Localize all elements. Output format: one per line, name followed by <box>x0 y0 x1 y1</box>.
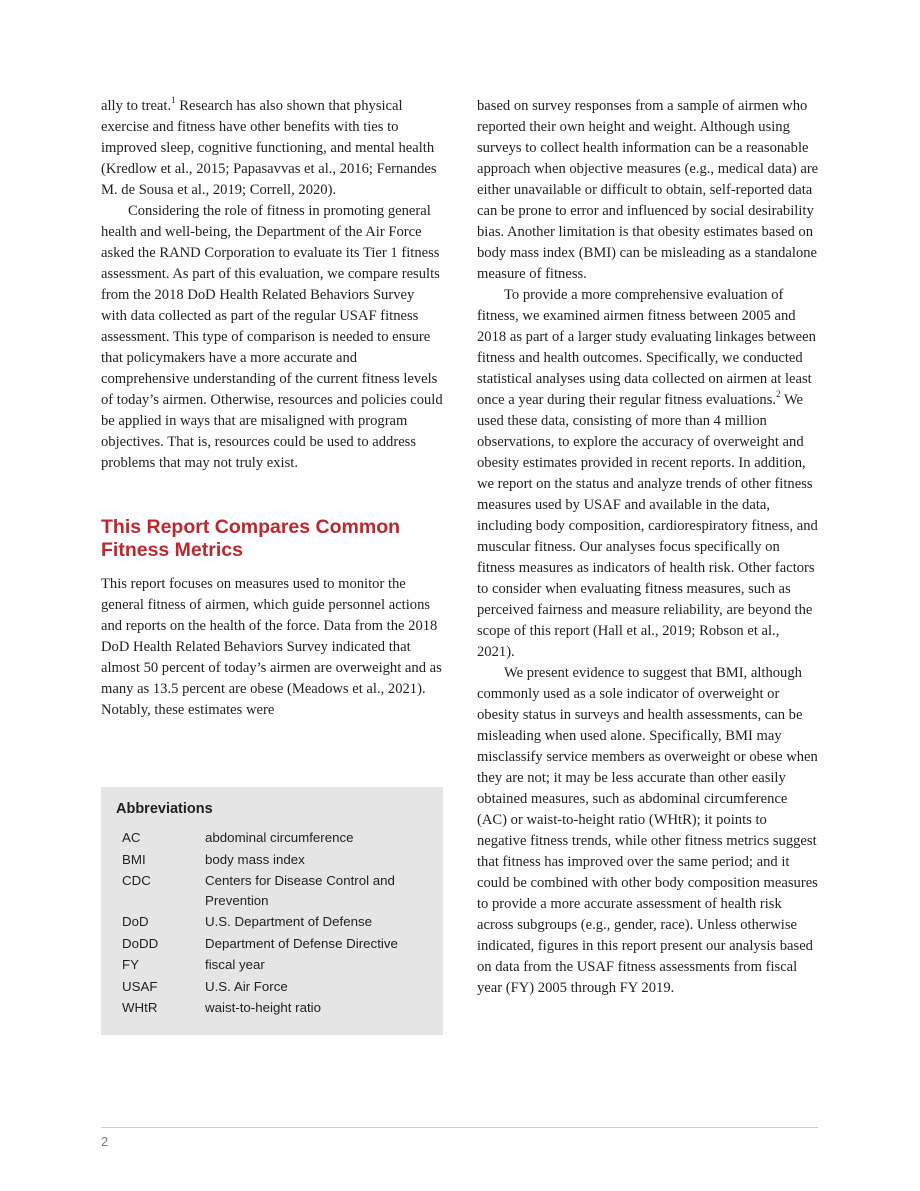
abbreviation-definition: abdominal circumference <box>205 830 354 845</box>
abbreviation-term: AC <box>122 830 141 845</box>
abbreviation-definition: U.S. Department of Defense <box>205 914 373 929</box>
body-paragraph: based on survey responses from a sample of airmen who reported their own height and weight. Although using surveys to collect health information can be a reasonable approach when objective measures (e.g., medical data) are either unavailable or difficult to obtain, self-reported data can be prone to error and influenced by social desirability bias. Another limitation is that obesity estimates based on body mass index (BMI) can be misleading as a standalone measure of fitness. <box>477 98 819 282</box>
abbreviation-row <box>116 977 428 997</box>
body-paragraph: We present evidence to suggest that BMI, although commonly used as a sole indicator of overweight or obesity status in surveys and health assessments, can be misleading when used alone. Specifically, BMI may misclassify service members as overweight or obese when they are not; it may be less accurate than other easily obtained measures, such as abdominal circumference (AC) or waist-to-height ratio (WHtR); it points to negative fitness trends, while other fitness metrics suggest that fitness has improved over the same period; and it could be combined with other body composition measures to provide a more accurate assessment of health risk across subgroups (e.g., gender, race). Unless otherwise indicated, figures in this report present our analysis based on data from the USAF fitness assessments from fiscal year (FY) 2005 through FY 2019. <box>477 665 818 996</box>
abbreviations-box <box>101 787 443 1035</box>
abbreviation-term: USAF <box>122 978 158 994</box>
abbreviation-definition: waist-to-height ratio <box>205 1000 322 1015</box>
footer-divider <box>101 1127 818 1128</box>
abbreviation-row <box>116 828 428 848</box>
abbreviation-row <box>116 850 428 870</box>
abbreviation-definition: Centers for Disease Control and Prevention <box>205 873 395 908</box>
right-column <box>477 96 819 999</box>
abbreviation-row <box>116 912 428 932</box>
abbreviation-term: DoDD <box>122 935 159 951</box>
left-column <box>101 96 443 721</box>
page-number: 2 <box>101 1134 109 1149</box>
abbreviation-definition: Department of Defense Directive <box>205 935 398 951</box>
abbreviation-row <box>116 871 428 910</box>
footnote-marker[interactable]: 2 <box>776 389 781 400</box>
abbreviation-row <box>116 998 428 1018</box>
body-paragraph: ally to treat.$^1$ Research has also shown that physical exercise and fitness have other benefits with ties to improved sleep, cognitive functioning, and mental health (Kredlow et al., 2015; Papasavvas et al., 2016; Fernandes M. de Sousa et al., 2019; Correll, 2020). <box>101 95 437 198</box>
abbreviation-definition: body mass index <box>205 851 305 867</box>
abbreviation-term: CDC <box>122 873 151 888</box>
section-heading: This Report Compares Common Fitness Metrics <box>101 516 401 561</box>
abbreviations-title: Abbreviations <box>116 801 213 817</box>
abbreviation-row <box>116 934 428 954</box>
abbreviation-term: WHtR <box>122 1000 158 1015</box>
abbreviation-definition: U.S. Air Force <box>205 978 288 994</box>
abbreviation-term: FY <box>122 957 139 972</box>
abbreviation-term: DoD <box>122 914 149 929</box>
body-paragraph: Considering the role of fitness in promoting general health and well-being, the Department of the Air Force asked the RAND Corporation to evaluate its Tier 1 fitness assessment. As part of this evaluation, we compare results from the 2018 DoD Health Related Behaviors Survey with data collected as part of the regular USAF fitness assessment. This type of comparison is needed to ensure that policymakers have a more accurate and comprehensive understanding of the current fitness levels of today’s airmen. Otherwise, resources and policies could be applied in ways that are misaligned with program objectives. That is, resources could be used to address problems that may not truly exist. <box>101 203 443 471</box>
abbreviation-term: BMI <box>122 851 146 867</box>
footnote-marker[interactable]: 1 <box>171 95 176 106</box>
abbreviation-definition: fiscal year <box>205 957 265 972</box>
body-paragraph: To provide a more comprehensive evaluation of fitness, we examined airmen fitness between 2005 and 2018 as part of a larger study evaluating linkages between fitness and health outcomes. Specifically, we conducted statistical analyses using data collected on airmen at least once a year during their regular fitness evaluations.$^2$ We used these data, consisting of more than 4 million observations, to explore the accuracy of overweight and obesity estimates provided in recent reports. In addition, we report on the status and analyze trends of other fitness measures used by USAF and available in the data, including body composition, cardiorespiratory fitness, and muscular fitness. Our analyses focus specifically on fitness measures as indicators of health risk. Other factors to consider when evaluating fitness measures, such as perceived fairness and measure reliability, are beyond the scope of this report (Hall et al., 2019; Robson et al., 2021). <box>477 287 818 660</box>
body-paragraph: This report focuses on measures used to monitor the general fitness of airmen, which guide personnel actions and reports on the health of the force. Data from the 2018 DoD Health Related Behaviors Survey indicated that almost 50 percent of today’s airmen are overweight and as many as 13.5 percent are obese (Meadows et al., 2021). Notably, these estimates were <box>101 576 442 718</box>
abbreviation-row <box>116 955 428 975</box>
